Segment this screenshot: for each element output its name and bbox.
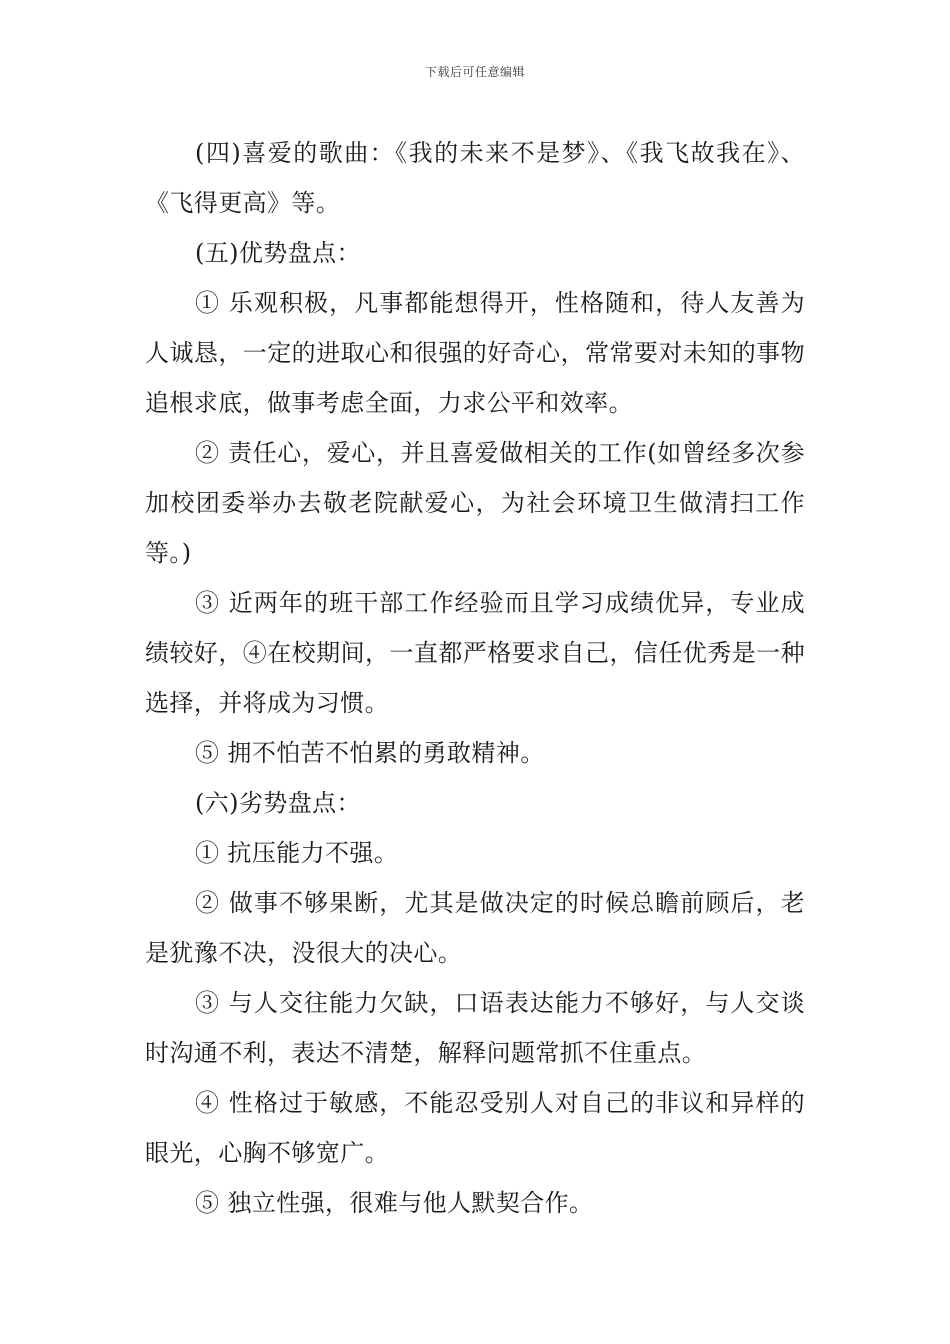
heading-strengths: (五)优势盘点： (195, 239, 361, 267)
strength-item-2: ② 责任心，爱心，并且喜爱做相关的工作(如曾经多次参加校团委举办去敬老院献爱心，为社会环境卫生做清扫工作等。) (145, 439, 805, 567)
document-body (145, 128, 805, 1228)
heading-weaknesses: (六)劣势盘点： (195, 789, 361, 817)
strength-item-5: ⑤ 拥不怕苦不怕累的勇敢精神。 (195, 739, 545, 767)
paragraph-favorite-songs: (四)喜爱的歌曲：《我的未来不是梦》、《我飞故我在》、《飞得更高》等。 (145, 139, 805, 217)
weakness-item-5: ⑤ 独立性强，很难与他人默契合作。 (195, 1189, 594, 1217)
weakness-item-2: ② 做事不够果断，尤其是做决定的时候总瞻前顾后，老是犹豫不决，没很大的决心。 (145, 889, 805, 967)
strength-item-1: ① 乐观积极，凡事都能想得开，性格随和，待人友善为人诚恳，一定的进取心和很强的好奇心，常常要对未知的事物追根求底，做事考虑全面，力求公平和效率。 (145, 289, 805, 417)
strength-item-3-4: ③ 近两年的班干部工作经验而且学习成绩优异，专业成绩较好，④在校期间，一直都严格要求自己，信任优秀是一种选择，并将成为习惯。 (145, 589, 805, 717)
page-header: 下载后可任意编辑 (424, 65, 525, 79)
weakness-item-3: ③ 与人交往能力欠缺，口语表达能力不够好，与人交谈时沟通不利，表达不清楚，解释问题常抓不住重点。 (145, 989, 805, 1067)
weakness-item-4: ④ 性格过于敏感，不能忍受别人对自己的非议和异样的眼光，心胸不够宽广。 (145, 1089, 805, 1167)
weakness-item-1: ① 抗压能力不强。 (195, 839, 399, 867)
